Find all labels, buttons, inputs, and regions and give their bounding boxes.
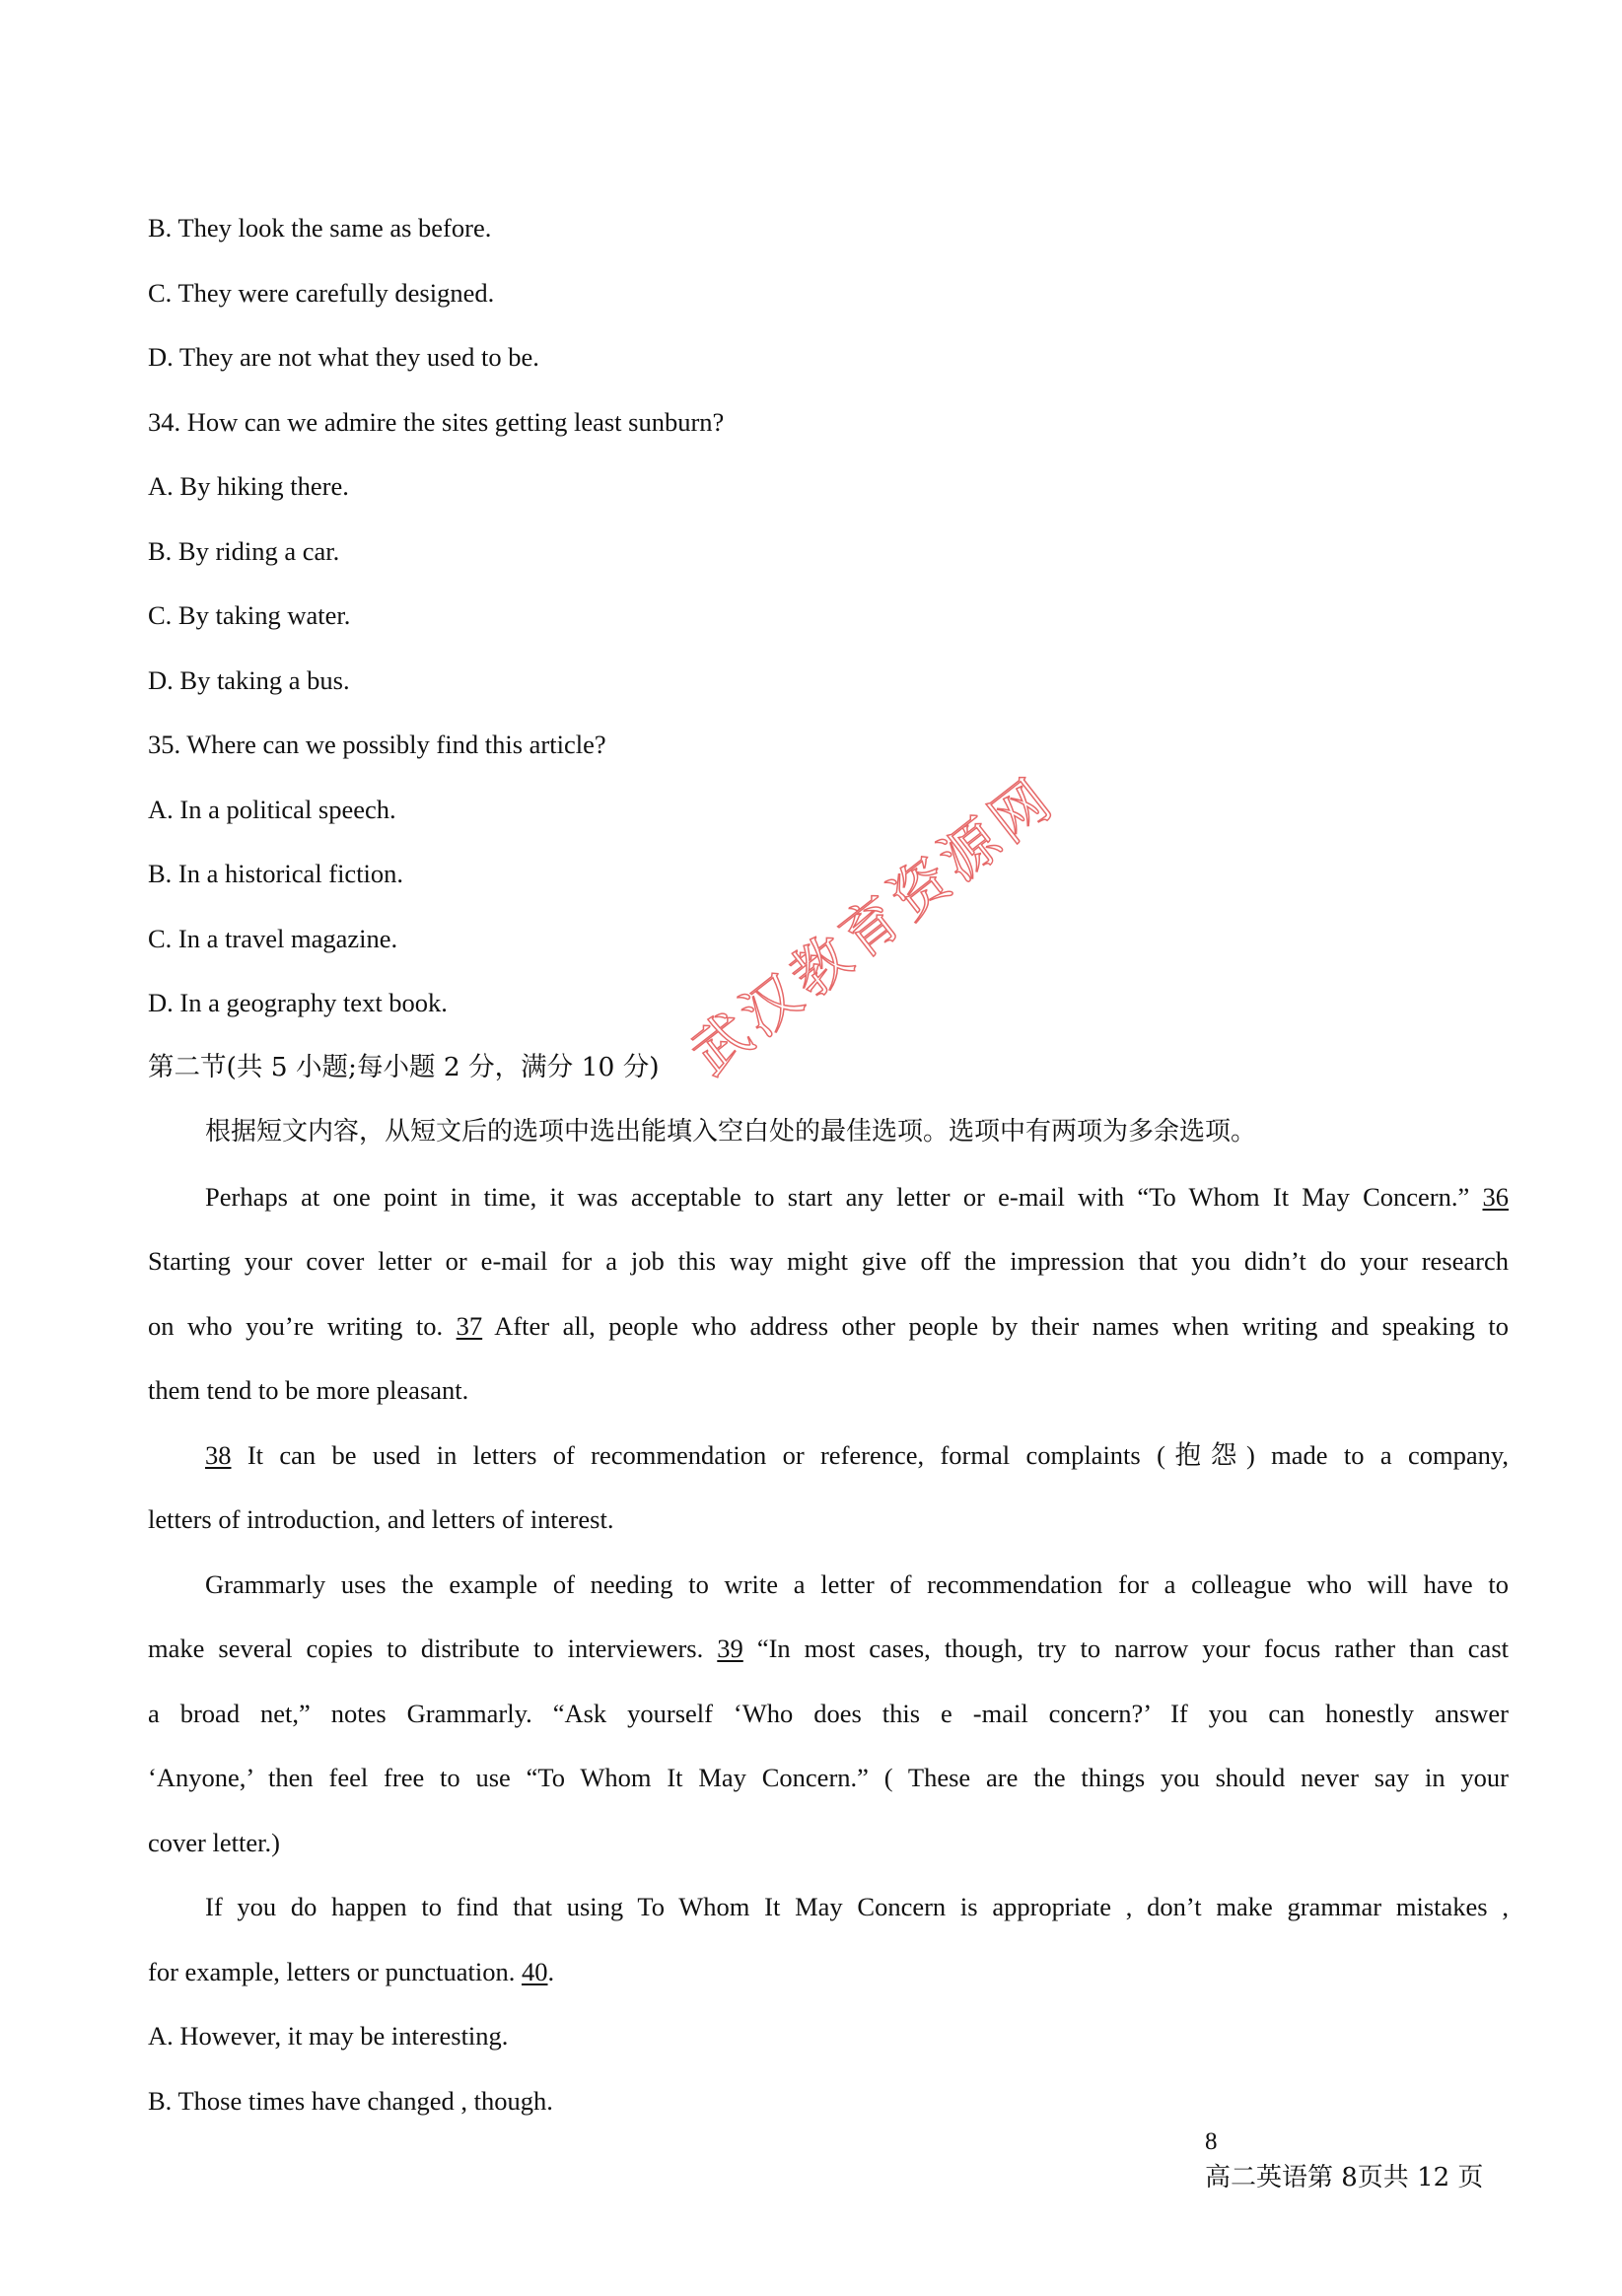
watermark-text: 武汉教育资源网 [678,763,1068,1088]
section-2-title: 第二节(共 5 小题;每小题 2 分，满分 10 分) [148,1051,660,1082]
passage-text: After all, people who address other people by their names when writing and speaking to [482,1310,1509,1341]
page-footer [1205,2124,1483,2195]
passage-line [148,1625,1509,1690]
passage-line: If you do happen to find that using To Whom It May Concern is appropriate , don’t make grammar mistakes , [205,1892,1509,1921]
option-35a: A. In a political speech. [148,794,396,824]
passage-paragraph-2 [148,1431,1509,1561]
blank-38: 38 [205,1439,232,1470]
passage-paragraph-3 [148,1561,1509,1884]
page-content [148,204,1509,2141]
passage-text: on who you’re writing to. [148,1310,457,1341]
passage-line: Grammarly uses the example of needing to write a letter of recommendation for a colleague who will have to [205,1568,1509,1599]
passage-text: “In most cases, though, try to narrow your focus rather than cast [742,1634,1509,1663]
option-34c: C. By taking water. [148,600,351,630]
passage-text: . [547,1956,555,1986]
passage-line [148,1173,1509,1238]
option-33c: C. They were carefully designed. [148,277,495,308]
section-2-instruction: 根据短文内容，从短文后的选项中选出能填入空白处的最佳选项。选项中有两项为多余选项。 [205,1117,1257,1147]
blank-39: 39 [717,1634,743,1663]
passage-line: them tend to be more pleasant. [148,1375,469,1405]
option-35d: D. In a geography text book. [148,988,448,1017]
passage-text: Perhaps at one point in time, it was acceptable to start any letter or e-mail with “To Whom It May Concern.” [205,1181,1483,1212]
passage-line: cover letter.) [148,1827,280,1857]
option-34b: B. By riding a car. [148,535,340,566]
passage-line: letters of introduction, and letters of interest. [148,1504,614,1534]
option-33b: B. They look the same as before. [148,213,492,243]
passage-text: for example, letters or punctuation. [148,1956,522,1986]
passage-paragraph-4 [148,1883,1509,2012]
passage-paragraph-1 [148,1173,1509,1431]
blank-36: 36 [1482,1181,1509,1212]
passage-line: ‘Anyone,’ then feel free to use “To Whom It May Concern.” ( These are the things you should never say in your [148,1763,1509,1792]
page-info: 高二英语第 8页共 12 页 [1205,2163,1484,2192]
passage-line [148,1948,1509,2013]
passage-line: Starting your cover letter or e-mail for a job this way might give off the impression that you didn’t do your research [148,1246,1509,1276]
passage-text: It can be used in letters of recommendation or reference, formal complaints (抱怨) made to a company, [231,1439,1509,1470]
option-35c: C. In a travel magazine. [148,923,398,953]
option-34a: A. By hiking there. [148,471,349,501]
option-35b: B. In a historical fiction. [148,859,404,888]
option-34d: D. By taking a bus. [148,664,350,695]
page-number: 8 [1205,2128,1218,2155]
passage-line [148,1431,1509,1496]
blank-37: 37 [456,1310,483,1341]
passage-line: a broad net,” notes Grammarly. “Ask yourself ‘Who does this e -mail concern?’ If you can honestly answer [148,1698,1509,1728]
blank-40: 40 [521,1956,548,1986]
passage-line [148,1302,1509,1367]
choice-b: B. Those times have changed , though. [148,2085,553,2116]
question-34: 34. How can we admire the sites getting least sunburn? [148,406,725,437]
passage-text: make several copies to distribute to interviewers. [148,1634,718,1663]
choice-a: A. However, it may be interesting. [148,2021,509,2051]
option-33d: D. They are not what they used to be. [148,342,539,372]
question-35: 35. Where can we possibly find this article? [148,730,606,759]
